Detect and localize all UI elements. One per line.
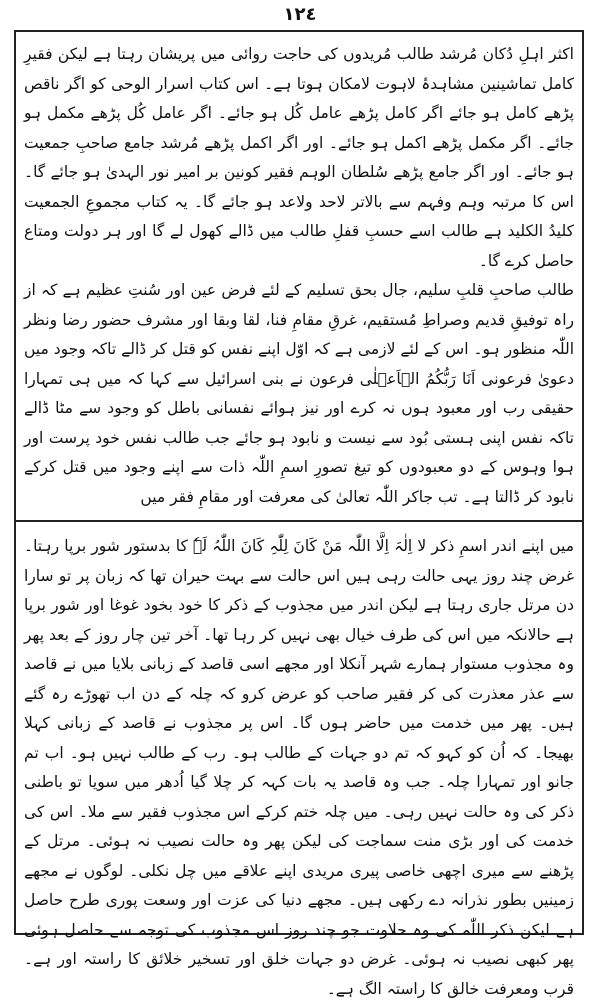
top-section: [24, 40, 574, 512]
bottom-section: [24, 532, 574, 998]
page-number: ١٢٤: [283, 4, 317, 25]
section-divider: [16, 520, 582, 522]
paragraph: اکثر اہلِ دُکان مُرشد طالب مُریدوں کی حاجت روائی میں پریشان رہتا ہے لیکن فقیرِ کامل تماشینین مشاہدۂ لاہوت لامکان ہوتا ہے۔ اس کتاب اسرار الوحی کو اگر ناقص پڑھے کامل ہو جائے اگر کامل پڑھے عامل کُل ہو جائے۔ اگر عامل کُل پڑھے مکمل ہو جائے۔ اگر مکمل پڑھے اکمل ہو جائے۔ اور اگر اکمل پڑھے مُرشد جامع صاحبِ جمعیت ہو جائے۔ اور اگر جامع پڑھے سُلطان الوہم فقیر کونین بر امیر نور الہدیٰ ہو جائے گا۔ اس کا مرتبہ وہم وفہم سے بالاتر لاحد ولاعد ہو جائے گا۔ یہ کتاب مجموعِ الجمعیت کلیدُ الکلید ہے طالب اسے حسبِ قفلِ طالب میں ڈالے کھول لے گا اور ہر دولت ومتاع حاصل کرے گا۔: [24, 45, 574, 270]
page-frame: [14, 30, 584, 998]
paragraph: میں اپنے اندر اسمِ ذکر لا اِلٰہَ اِلَّا اللّٰہ مَنْ کَانَ لِلّٰہِ کَانَ اللّٰہُ لَہٗ کا بدستور شور برپا رہتا۔ غرض چند روز یہی حالت رہی ہیں اس حالت سے بہت حیران تھا کہ زبان پر تو سارا دن مرتل جاری رہتا ہے لیکن اندر میں مجذوب کے ذکر کا خود بخود غوغا اور شور برپا ہے حالانکہ میں اس کی طرف خیال بھی نہیں کر رہا تھا۔ آخر تین چار روز کے بعد پھر وہ مجذوب مستوار ہمارے شہر آنکلا اور مجھے اسی قاصد کے زبانی بلایا میں نے قاصد سے عذر معذرت کی کر فقیر صاحب کو عرض کرو کہ چلہ کے دن اب تھوڑے رہ گئے ہیں۔ پھر میں خدمت میں حاضر ہوں گا۔ اس پر مجذوب نے قاصد کے زبانی کہلا بھیجا۔ کہ اُن کو کہو کہ تم دو جہات کے طالب ہو۔ رب کے طالب نہیں ہو۔ اب تم جانو اور تمہارا چلہ۔ جب وہ قاصد یہ بات کہہ کر چلا گیا اُدھر میں سویا تو باطنی ذکر کی وہ حالت نہیں رہی۔ میں چلہ ختم کرکے اس مجذوب فقیر سے ملا۔ اس کی خدمت کی اور بڑی منت سماجت کی لیکن پھر وہ حالت نصیب نہ ہوئی۔ مرتل کے پڑھنے سے میری اچھی خاصی پیری مریدی اپنے علاقے میں چل نکلی۔ لوگوں نے مجھے زمینیں بطور نذرانہ دے رکھی ہیں۔ مجھے دنیا کی عزت اور وسعت پوری طرح حاصل ہے لیکن ذکر اللّٰہ کی وہ حلاوت جو چند روز اس مجذوب کی توجہ سے حاصل ہوئی پھر کبھی نصیب نہ ہوئی۔ غرض دو جہات خلق اور تسخیر خلائق کا راستہ اور ہے۔ قرب ومعرفت خالق کا راستہ الگ ہے۔: [24, 537, 574, 998]
paragraph: طالب صاحبِ قلبِ سلیم، جال بحق تسلیم کے لئے فرض عین اور سُنتِ عظیم ہے کہ از راہ توفیقِ قدیم وصراطِ مُستقیم، غرقِ مقامِ فنا، لقا وبقا اور مشرف حضور رضا ونظر اللّٰہ منظور ہو۔ اس کے لئے لازمی ہے کہ اوّل اپنے نفس کو قتل کر ڈالے تاکہ وجود میں دعویٰ فرعونی اَنَا رَبُّکُمُ الۡاَعۡلٰی فرعون نے بنی اسرائیل سے کہا کہ میں ہی تمہارا حقیقی رب اور معبود ہوں نہ کرے اور نیز ہوائے نفسانی باطل کو وجود سے مٹا ڈالے تاکہ نفس اپنی ہستی بُود سے نیست و نابود ہو جائے جب طالب نفس خود پرست اور ہوا وہوس کے دو معبودوں کو تیغ تصورِ اسمِ اللّٰہ ذات سے اپنے وجود میں قتل کرکے نابود کر ڈالتا ہے۔ تب جاکر اللّٰہ تعالیٰ کی معرفت اور مقامِ فقر میں: [24, 281, 574, 506]
